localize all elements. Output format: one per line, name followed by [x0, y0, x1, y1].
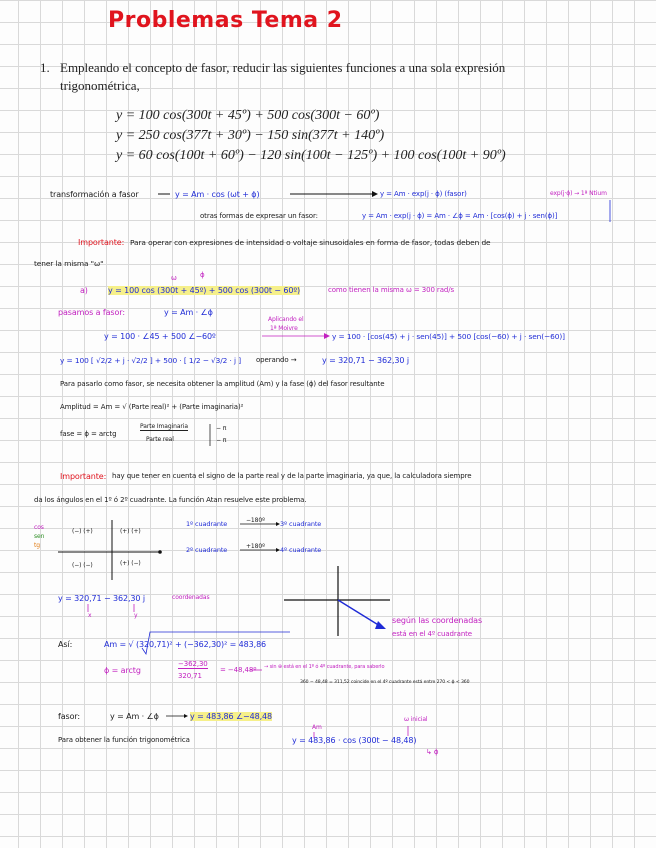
- q4-signs: (+) (−): [120, 560, 141, 567]
- transform-rhs: y = Am · exp(j · ϕ) (fasor): [380, 190, 467, 198]
- important2-text1: hay que tener en cuenta el signo de la parte real y de la parte imaginaria, ya que, la calculadora siempre: [112, 472, 472, 480]
- important2-label: Importante:: [60, 472, 107, 481]
- problem-text-line1: Empleando el concepto de fasor, reducir las siguientes funciones a una sola expresión: [60, 60, 506, 75]
- phi-calc-num: −362,30: [178, 660, 208, 668]
- q2-signs: (−) (+): [72, 528, 93, 535]
- phi-calc-lhs: ϕ = arctg: [104, 666, 141, 675]
- quad-rule2-a: 2º cuadrante: [186, 546, 228, 554]
- step2: y = 100 [ √2/2 + j · √2/2 ] + 500 · [ 1/2 − √3/2 · j ]: [60, 356, 241, 365]
- important2-text2: da los ángulos en el 1º ó 2º cuadrante. La función Atan resuelve este problema.: [34, 496, 307, 504]
- para-pasarlo: Para pasarlo como fasor, se necesita obtener la amplitud (Am) y la fase (ϕ) del fasor resultante: [60, 380, 385, 388]
- part-a-note: como tienen la misma ω = 300 rad/s: [328, 286, 455, 294]
- phi-note2: 360 − 48,48 = 311,52 coincide en el 4º cuadrante está entre 270 < ϕ < 360: [300, 680, 470, 685]
- part-a-label: a): [80, 286, 88, 295]
- problem-number: 1.: [40, 60, 50, 75]
- esta-en-note: está en el 4º cuadrante: [392, 630, 473, 638]
- important1-label: Importante:: [78, 238, 125, 247]
- moivre-note2: 1ª Moivre: [270, 325, 298, 332]
- final-function: y = 483,86 · cos (300t − 48,48): [292, 736, 417, 745]
- step1: y = 100 · ∠45 + 500 ∠−60º: [104, 332, 216, 341]
- fase-range1: − π: [216, 425, 227, 432]
- cos-label: cos: [34, 524, 44, 531]
- step1-rhs: y = 100 · [cos(45) + j · sen(45)] + 500 [cos(−60) + j · sen(−60)]: [332, 332, 565, 341]
- phi-mark: ϕ: [200, 271, 205, 279]
- page-title: Problemas Tema 2: [108, 8, 343, 33]
- tg-label: tg: [34, 542, 40, 549]
- small-axis-dot: [158, 550, 162, 554]
- fase-range2: − π: [216, 437, 227, 444]
- equation-1: y = 100 cos(300t + 45º) + 500 cos(300t − 60º): [116, 108, 380, 123]
- phasor-arrowhead: [375, 621, 386, 629]
- rule1-arrowhead: [276, 522, 280, 526]
- q1-signs: (+) (+): [120, 528, 141, 535]
- moivre-note1: Aplicando el: [268, 316, 304, 323]
- fase-lhs: fase = ϕ = arctg: [60, 430, 117, 438]
- other-forms-label: otras formas de expresar un fasor:: [200, 212, 318, 220]
- q3-signs: (−) (−): [72, 562, 93, 569]
- fasor-result: y = 483,86 ∠−48,48: [190, 712, 273, 721]
- part-a-eq-text: y = 100 cos (300t + 45º) + 500 cos (300t − 60º): [108, 286, 301, 295]
- amplitud-formula: Amplitud = Am = √ (Parte real)² + (Parte imaginaria)²: [60, 403, 244, 411]
- phasor-vector: [338, 600, 380, 626]
- quad-rule1-angle: −180º: [246, 517, 265, 524]
- pasamos-form: y = Am · ∠ϕ: [164, 308, 213, 317]
- quad-rule1-b: 3º cuadrante: [280, 520, 322, 528]
- quad-rule2-b: 4º cuadrante: [280, 546, 322, 554]
- sqrt-sign: [142, 632, 290, 654]
- equation-3: y = 60 cos(100t + 60º) − 120 sin(100t − 125º) + 100 cos(100t + 90º): [116, 148, 506, 163]
- sen-label: sen: [34, 533, 45, 540]
- operando: operando →: [256, 356, 297, 364]
- important1-text1: Para operar con expresiones de intensidad o voltaje sinusoidales en forma de fasor, todas deben de: [130, 238, 491, 247]
- coords-label: coordenadas: [172, 594, 210, 601]
- equation-2: y = 250 cos(377t + 30º) − 150 sin(377t + 140º): [116, 128, 385, 143]
- y-mark: y: [134, 612, 138, 619]
- rule2-arrowhead: [276, 548, 280, 552]
- transform-lhs: y = Am · cos (ωt + ϕ): [175, 190, 260, 199]
- w-inicial: ω inicial: [404, 716, 428, 723]
- transform-arrowhead: [372, 191, 378, 197]
- am-calc: Am = √ (320,71)² + (−362,30)² = 483,86: [104, 640, 267, 649]
- x-mark: x: [88, 612, 92, 619]
- asi-label: Así:: [58, 640, 73, 649]
- final-phi: ↳ ϕ: [426, 748, 439, 756]
- euler-note: exp(j·ϕ) → 1ª Ntium: [550, 190, 607, 197]
- fase-denominator: Parte real: [146, 436, 174, 443]
- problem-text-line2: trigonométrica,: [60, 78, 140, 93]
- result-complex: y = 320,71 − 362,30 j: [58, 594, 145, 603]
- pasamos-label: pasamos a fasor:: [58, 308, 125, 317]
- phi-calc-den: 320,71: [178, 672, 202, 680]
- segun-note: según las coordenadas: [392, 616, 483, 625]
- transform-label: transformación a fasor: [50, 190, 139, 199]
- phi-note1: → sin ⊕ está en el 1º ó 4º cuadrante, para saberlo: [264, 664, 385, 670]
- omega-mark: ω: [171, 274, 177, 282]
- fasor-arrowhead: [184, 714, 188, 718]
- quad-rule2-angle: +180º: [246, 543, 265, 550]
- moivre-arrowhead: [324, 333, 330, 339]
- step2-result: y = 320,71 − 362,30 j: [322, 356, 409, 365]
- fase-numerator: Parte Imaginaria: [140, 423, 188, 430]
- am-mark: Am: [312, 724, 322, 731]
- fasor-form: y = Am · ∠ϕ: [110, 712, 159, 721]
- other-forms: y = Am · exp(j · ϕ) = Am · ∠ϕ = Am · [cos(ϕ) + j · sen(ϕ)]: [362, 212, 558, 220]
- phi-calc-result: = −48,48º: [220, 666, 257, 674]
- quad-rule1-a: 1º cuadrante: [186, 520, 228, 528]
- fasor-label: fasor:: [58, 712, 81, 721]
- obtener-label: Para obtener la función trigonométrica: [58, 736, 190, 744]
- important1-text2: tener la misma "ω": [34, 259, 104, 268]
